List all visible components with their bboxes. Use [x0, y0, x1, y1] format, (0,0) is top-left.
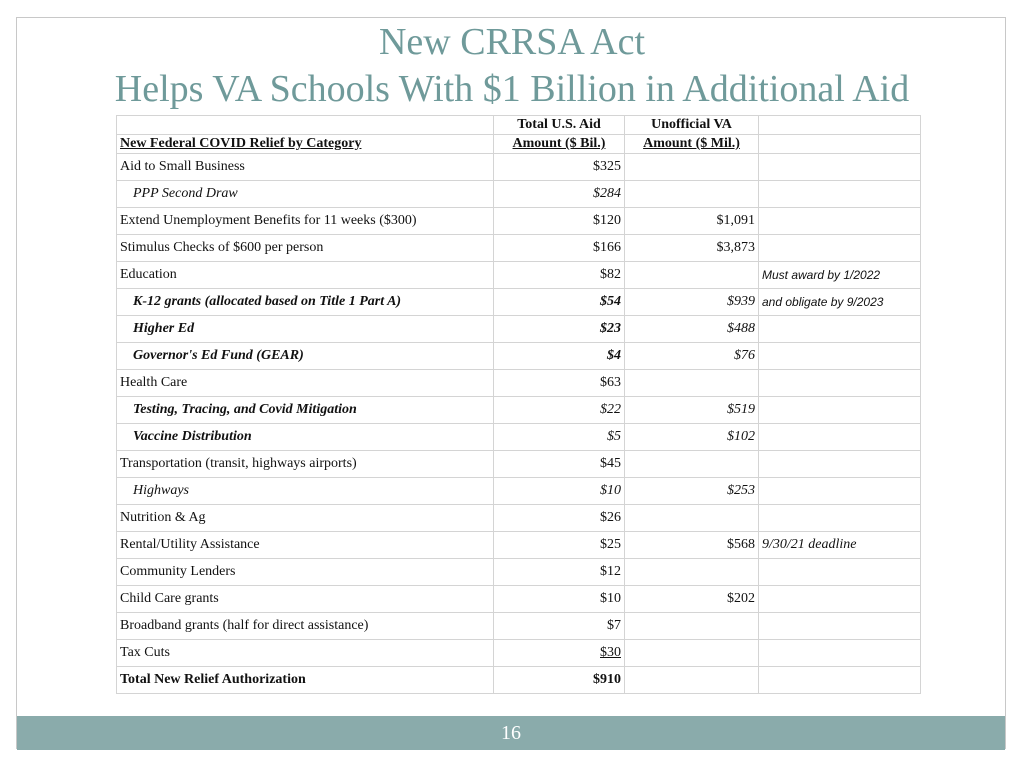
row-va-amount: $202	[625, 586, 759, 613]
row-va-amount: $488	[625, 316, 759, 343]
row-note: and obligate by 9/2023	[759, 289, 921, 316]
row-label: Aid to Small Business	[117, 154, 494, 181]
table-row	[117, 316, 921, 343]
row-us-amount: $54	[494, 289, 625, 316]
row-label: Health Care	[117, 370, 494, 397]
table-row	[117, 343, 921, 370]
row-us-amount: $45	[494, 451, 625, 478]
row-us-amount: $82	[494, 262, 625, 289]
row-label: Community Lenders	[117, 559, 494, 586]
table-row	[117, 370, 921, 397]
row-note: 9/30/21 deadline	[759, 532, 921, 559]
row-va-amount	[625, 559, 759, 586]
row-us-amount: $12	[494, 559, 625, 586]
row-us-amount: $22	[494, 397, 625, 424]
row-va-amount	[625, 640, 759, 667]
row-label: Transportation (transit, highways airports)	[117, 451, 494, 478]
table-row	[117, 181, 921, 208]
table-row	[117, 586, 921, 613]
table-row-total	[117, 667, 921, 694]
row-va-amount: $253	[625, 478, 759, 505]
row-va-amount	[625, 613, 759, 640]
row-note	[759, 613, 921, 640]
header-amount-bil: Amount ($ Bil.)	[494, 135, 625, 154]
footer-bar	[17, 716, 1005, 750]
relief-table	[116, 115, 921, 694]
row-note	[759, 505, 921, 532]
table-header-row-2	[117, 135, 921, 154]
row-note	[759, 316, 921, 343]
row-va-amount	[625, 505, 759, 532]
slide-title-line1: New CRRSA Act	[378, 21, 646, 63]
row-note	[759, 559, 921, 586]
table-row	[117, 235, 921, 262]
row-label: Governor's Ed Fund (GEAR)	[117, 343, 494, 370]
row-va-amount	[625, 667, 759, 694]
row-va-amount: $519	[625, 397, 759, 424]
row-va-amount	[625, 370, 759, 397]
row-note	[759, 478, 921, 505]
header-amount-mil: Amount ($ Mil.)	[625, 135, 759, 154]
row-note	[759, 235, 921, 262]
row-us-amount: $120	[494, 208, 625, 235]
row-us-amount: $7	[494, 613, 625, 640]
row-label: K-12 grants (allocated based on Title 1 Part A)	[117, 289, 494, 316]
row-va-amount: $1,091	[625, 208, 759, 235]
row-note	[759, 370, 921, 397]
row-us-amount: $30	[494, 640, 625, 667]
row-label: Extend Unemployment Benefits for 11 weeks ($300)	[117, 208, 494, 235]
page-number: 16	[501, 722, 521, 744]
slide-title-line2: Helps VA Schools With $1 Billion in Additional Aid	[114, 68, 910, 110]
row-va-amount	[625, 262, 759, 289]
row-us-amount: $23	[494, 316, 625, 343]
header-cell-empty	[759, 116, 921, 135]
row-label: Broadband grants (half for direct assistance)	[117, 613, 494, 640]
header-cell-empty	[759, 135, 921, 154]
row-note	[759, 667, 921, 694]
row-va-amount	[625, 181, 759, 208]
row-us-amount: $4	[494, 343, 625, 370]
row-va-amount: $3,873	[625, 235, 759, 262]
table-row	[117, 478, 921, 505]
row-va-amount: $76	[625, 343, 759, 370]
table-row	[117, 397, 921, 424]
row-label: Child Care grants	[117, 586, 494, 613]
row-note	[759, 208, 921, 235]
row-note	[759, 397, 921, 424]
table-row	[117, 262, 921, 289]
table-row	[117, 208, 921, 235]
row-us-amount: $284	[494, 181, 625, 208]
row-label: Nutrition & Ag	[117, 505, 494, 532]
row-va-amount: $939	[625, 289, 759, 316]
row-us-amount: $10	[494, 478, 625, 505]
table-row	[117, 640, 921, 667]
row-note	[759, 154, 921, 181]
table-row	[117, 505, 921, 532]
row-us-amount: $910	[494, 667, 625, 694]
table-row	[117, 559, 921, 586]
table-row	[117, 532, 921, 559]
row-label: PPP Second Draw	[117, 181, 494, 208]
row-va-amount: $102	[625, 424, 759, 451]
row-label: Tax Cuts	[117, 640, 494, 667]
row-us-amount: $325	[494, 154, 625, 181]
row-us-amount: $166	[494, 235, 625, 262]
row-label: Vaccine Distribution	[117, 424, 494, 451]
row-us-amount: $25	[494, 532, 625, 559]
row-us-amount: $5	[494, 424, 625, 451]
row-note	[759, 424, 921, 451]
row-label: Testing, Tracing, and Covid Mitigation	[117, 397, 494, 424]
row-note	[759, 343, 921, 370]
table-header-row-1	[117, 116, 921, 135]
table-row	[117, 424, 921, 451]
table-row	[117, 289, 921, 316]
row-va-amount	[625, 154, 759, 181]
row-label: Stimulus Checks of $600 per person	[117, 235, 494, 262]
table-row	[117, 154, 921, 181]
row-label: Higher Ed	[117, 316, 494, 343]
header-unofficial-va: Unofficial VA	[625, 116, 759, 135]
row-us-amount: $26	[494, 505, 625, 532]
row-label: Total New Relief Authorization	[117, 667, 494, 694]
row-us-amount: $63	[494, 370, 625, 397]
row-us-amount: $10	[494, 586, 625, 613]
row-label: Rental/Utility Assistance	[117, 532, 494, 559]
header-cell-empty	[117, 116, 494, 135]
table-row	[117, 613, 921, 640]
row-note	[759, 181, 921, 208]
row-va-amount	[625, 451, 759, 478]
row-note: Must award by 1/2022	[759, 262, 921, 289]
row-va-amount: $568	[625, 532, 759, 559]
table-row	[117, 451, 921, 478]
header-category: New Federal COVID Relief by Category	[117, 135, 494, 154]
row-note	[759, 586, 921, 613]
row-note	[759, 640, 921, 667]
row-label: Highways	[117, 478, 494, 505]
row-note	[759, 451, 921, 478]
header-total-us-aid: Total U.S. Aid	[494, 116, 625, 135]
row-label: Education	[117, 262, 494, 289]
